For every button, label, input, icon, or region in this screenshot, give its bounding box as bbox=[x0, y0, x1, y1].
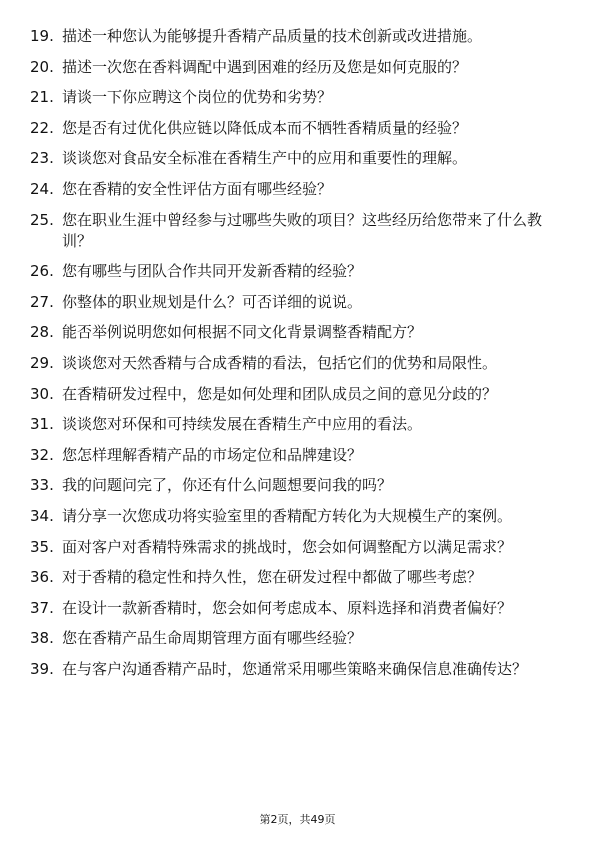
question-item bbox=[30, 322, 570, 343]
question-text: 请分享一次您成功将实验室里的香精配方转化为大规模生产的案例。 bbox=[62, 506, 513, 525]
question-list bbox=[30, 26, 570, 689]
question-item bbox=[30, 628, 570, 649]
question-text: 请谈一下你应聘这个岗位的优势和劣势？ bbox=[62, 88, 333, 107]
question-text: 您是否有过优化供应链以降低成本而不牺牲香精质量的经验？ bbox=[62, 118, 468, 137]
question-text: 谈谈您对天然香精与合成香精的看法，包括它们的优势和局限性。 bbox=[62, 353, 498, 372]
question-item bbox=[30, 179, 570, 200]
question-number: 27. bbox=[30, 292, 54, 311]
question-number: 28. bbox=[30, 323, 54, 342]
question-item bbox=[30, 567, 570, 588]
question-number: 20. bbox=[30, 57, 54, 76]
question-item bbox=[30, 659, 570, 680]
question-text: 您在职业生涯中曾经参与过哪些失败的项目？这些经历给您带来了什么教训？ bbox=[62, 210, 543, 250]
question-number: 30. bbox=[30, 384, 54, 403]
question-item bbox=[30, 148, 570, 169]
question-text: 在设计一款新香精时，您会如何考虑成本、原料选择和消费者偏好？ bbox=[62, 598, 513, 617]
question-number: 26. bbox=[30, 262, 54, 281]
question-text: 谈谈您对环保和可持续发展在香精生产中应用的看法。 bbox=[62, 415, 423, 434]
question-text: 在香精研发过程中，您是如何处理和团队成员之间的意见分歧的？ bbox=[62, 384, 498, 403]
question-text: 描述一种您认为能够提升香精产品质量的技术创新或改进措施。 bbox=[62, 27, 483, 45]
question-item bbox=[30, 506, 570, 527]
question-text: 能否举例说明您如何根据不同文化背景调整香精配方？ bbox=[62, 323, 423, 342]
question-number: 19. bbox=[30, 27, 54, 45]
question-number: 34. bbox=[30, 506, 54, 525]
question-item bbox=[30, 414, 570, 435]
question-number: 38. bbox=[30, 629, 54, 648]
question-item bbox=[30, 118, 570, 139]
question-number: 37. bbox=[30, 598, 54, 617]
question-number: 33. bbox=[30, 476, 54, 495]
question-text: 在与客户沟通香精产品时，您通常采用哪些策略来确保信息准确传达？ bbox=[62, 659, 528, 678]
question-item bbox=[30, 210, 570, 252]
question-item bbox=[30, 353, 570, 374]
question-number: 24. bbox=[30, 179, 54, 198]
question-text: 你整体的职业规划是什么？可否详细的说说。 bbox=[62, 292, 363, 311]
question-text: 您在香精的安全性评估方面有哪些经验？ bbox=[62, 179, 333, 198]
question-item bbox=[30, 261, 570, 282]
question-text: 您在香精产品生命周期管理方面有哪些经验？ bbox=[62, 629, 363, 648]
question-text: 您怎样理解香精产品的市场定位和品牌建设？ bbox=[62, 445, 363, 464]
question-item bbox=[30, 26, 570, 47]
question-text: 我的问题问完了，你还有什么问题想要问我的吗？ bbox=[62, 476, 393, 495]
question-text: 谈谈您对食品安全标准在香精生产中的应用和重要性的理解。 bbox=[62, 149, 468, 168]
question-number: 23. bbox=[30, 149, 54, 168]
question-item bbox=[30, 475, 570, 496]
question-item bbox=[30, 598, 570, 619]
question-text: 面对客户对香精特殊需求的挑战时，您会如何调整配方以满足需求？ bbox=[62, 537, 513, 556]
question-text: 您有哪些与团队合作共同开发新香精的经验？ bbox=[62, 262, 363, 281]
question-number: 22. bbox=[30, 118, 54, 137]
question-item bbox=[30, 57, 570, 78]
question-number: 39. bbox=[30, 659, 54, 678]
page-footer: 第2页，共49页 bbox=[259, 813, 336, 826]
question-text: 对于香精的稳定性和持久性，您在研发过程中都做了哪些考虑？ bbox=[62, 568, 483, 587]
question-text: 描述一次您在香料调配中遇到困难的经历及您是如何克服的？ bbox=[62, 57, 468, 76]
question-number: 35. bbox=[30, 537, 54, 556]
question-item bbox=[30, 445, 570, 466]
question-item bbox=[30, 87, 570, 108]
question-number: 29. bbox=[30, 353, 54, 372]
question-number: 31. bbox=[30, 415, 54, 434]
question-item bbox=[30, 537, 570, 558]
question-number: 36. bbox=[30, 568, 54, 587]
question-number: 21. bbox=[30, 88, 54, 107]
question-number: 32. bbox=[30, 445, 54, 464]
question-number: 25. bbox=[30, 210, 54, 229]
question-item bbox=[30, 384, 570, 405]
question-item bbox=[30, 292, 570, 313]
